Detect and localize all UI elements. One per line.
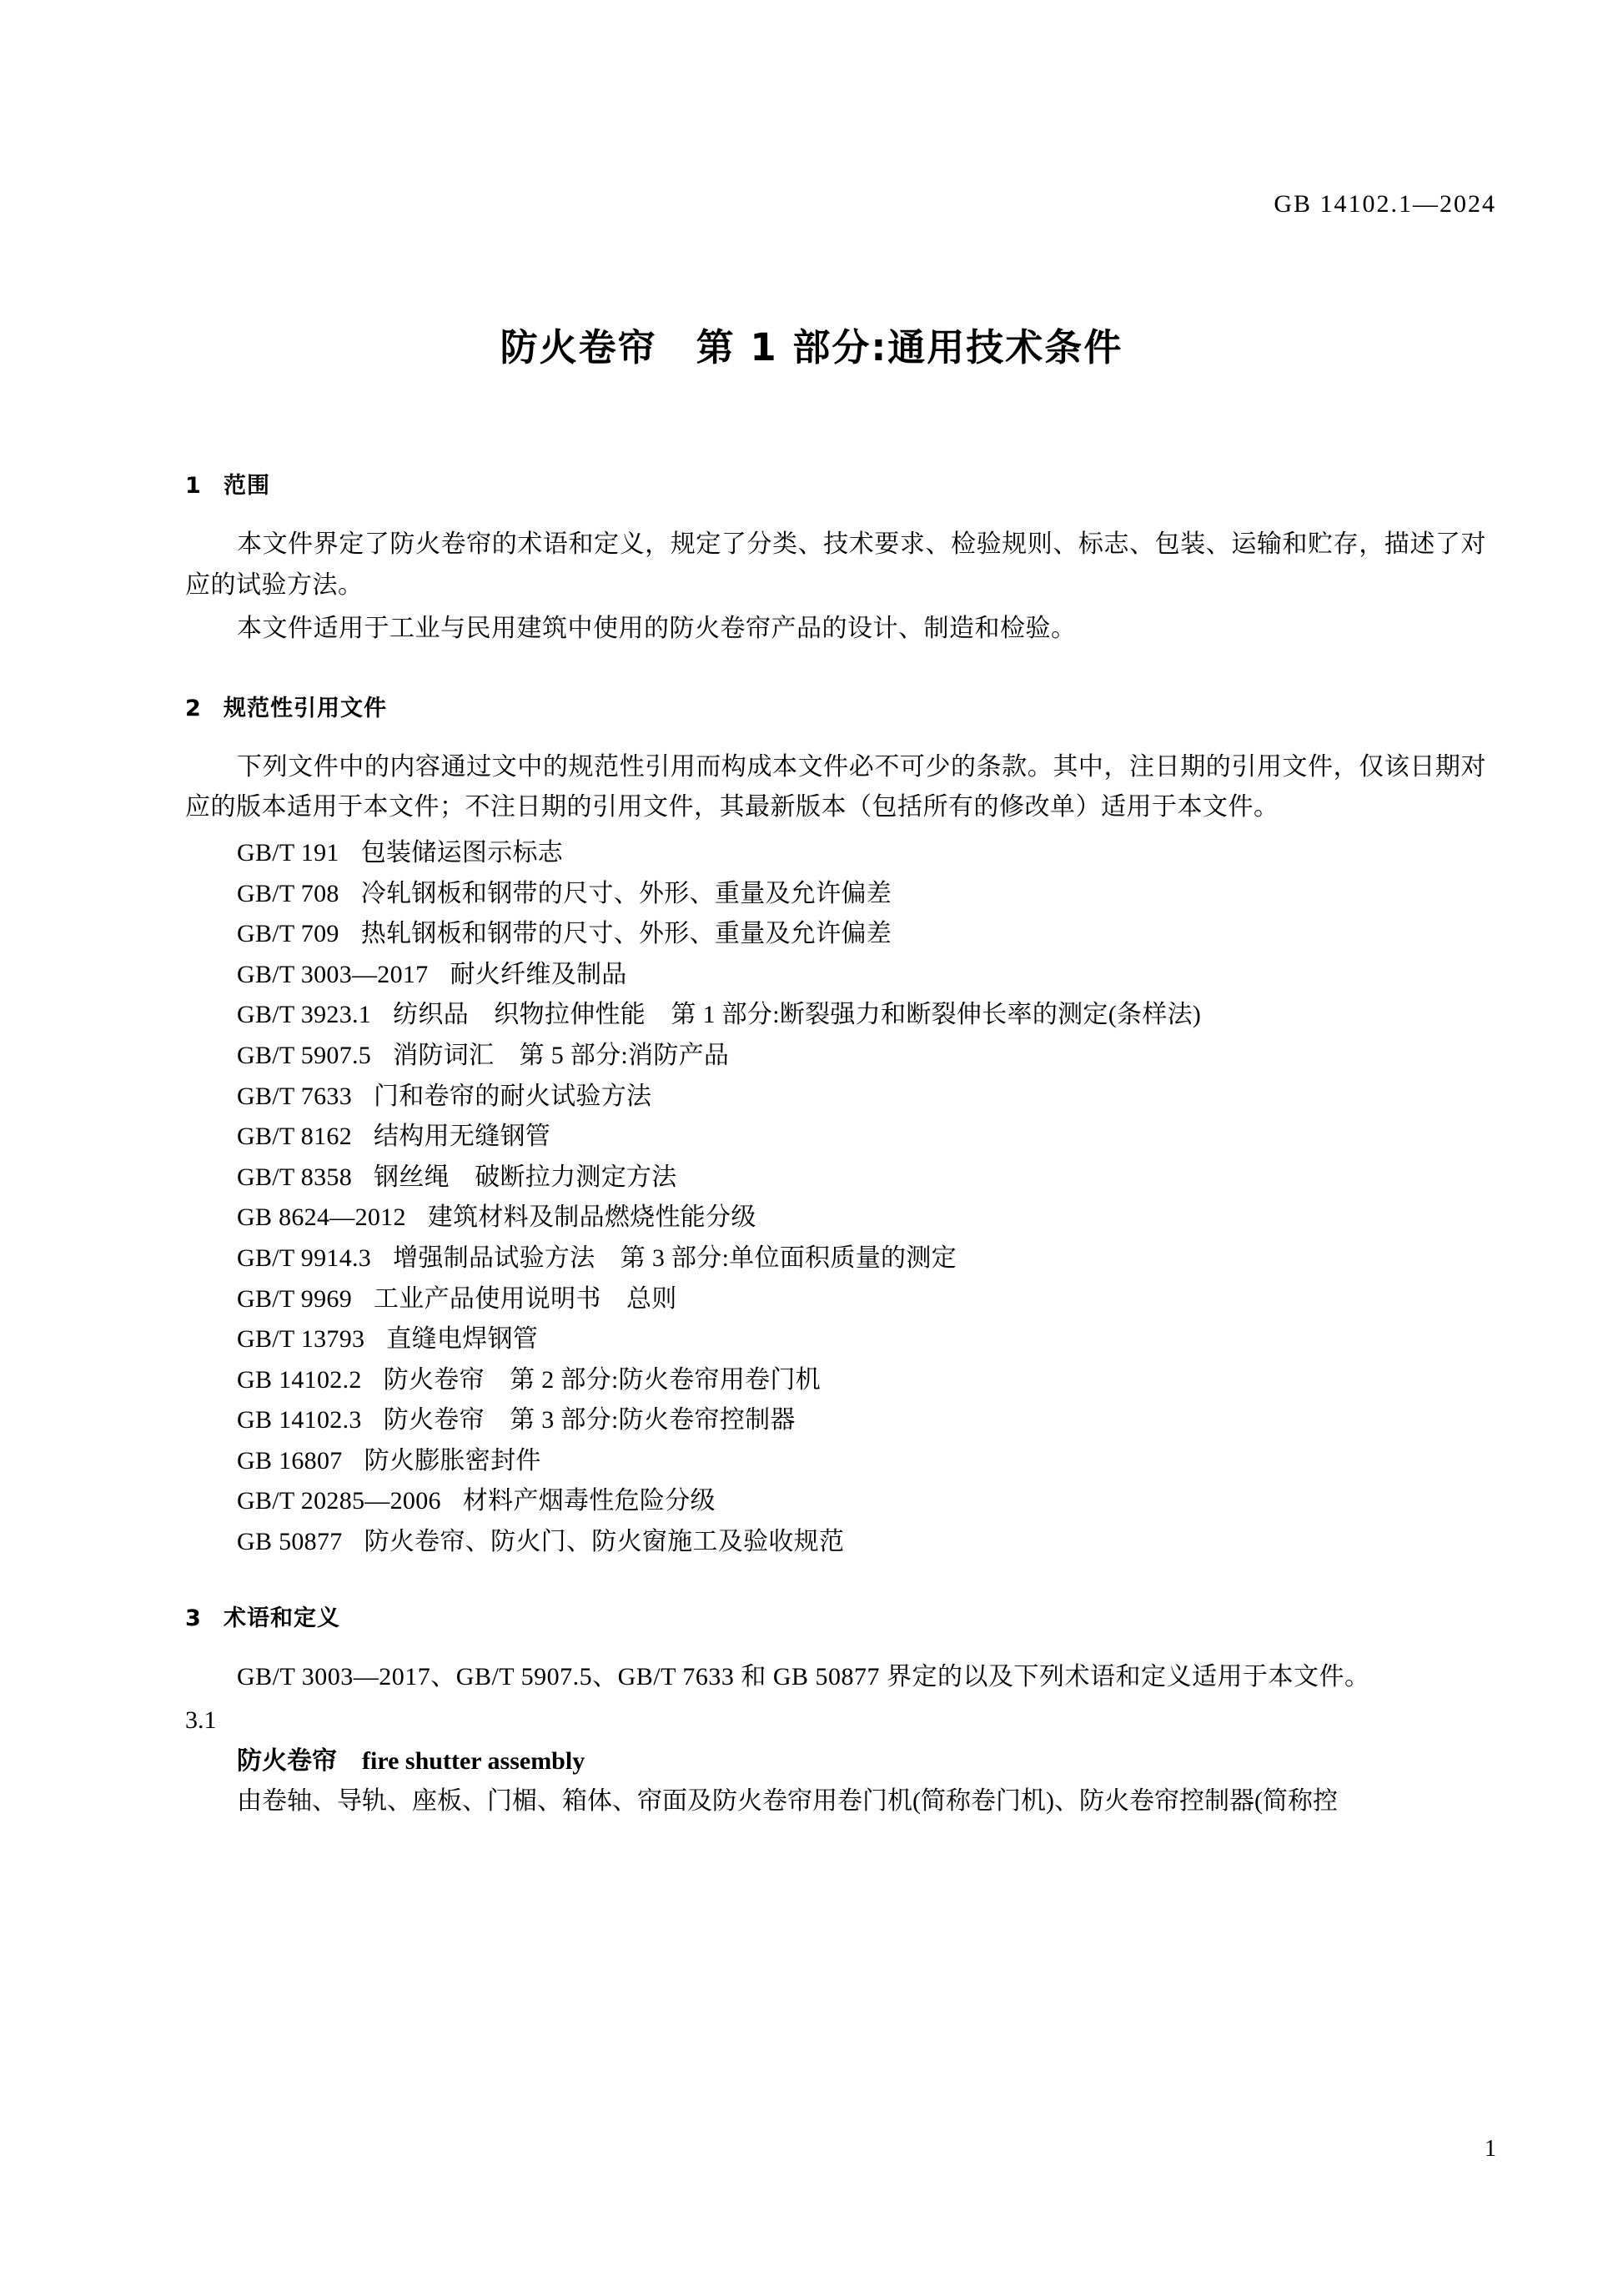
reference-code: GB/T 191 [237,838,339,867]
clause-heading-1 [185,467,1486,500]
reference-code: GB 8624—2012 [237,1203,406,1232]
clause-title-1: 范围 [224,473,270,499]
reference-title: 防火卷帘、防火门、防火窗施工及验收规范 [364,1528,845,1556]
list-item [185,995,1486,1036]
reference-title: 纺织品 织物拉伸性能 第 1 部分:断裂强力和断裂伸长率的测定(条样法) [393,1001,1202,1029]
list-item [185,1279,1486,1320]
reference-title: 消防词汇 第 5 部分:消防产品 [393,1041,730,1069]
reference-title: 耐火纤维及制品 [450,960,627,988]
reference-code: GB/T 8162 [237,1123,352,1151]
page-number: 1 [1485,2136,1496,2162]
clause-number-2: 2 [185,695,202,721]
list-item [185,874,1486,915]
reference-title: 防火卷帘 第 2 部分:防火卷帘用卷门机 [383,1365,822,1394]
reference-title: 钢丝绳 破断拉力测定方法 [374,1163,677,1191]
reference-code: GB/T 5907.5 [237,1041,372,1069]
reference-code: GB/T 3003—2017 [237,960,429,988]
clause-1-paragraph-1: 本文件界定了防火卷帘的术语和定义，规定了分类、技术要求、检验规则、标志、包装、运输和贮存，描述了对应的试验方法。 [185,530,1486,599]
reference-code: GB 50877 [237,1528,343,1556]
term-number: 3.1 [185,1706,217,1735]
reference-code: GB/T 708 [237,879,339,907]
clause-heading-2 [185,690,1486,722]
reference-title: 防火卷帘 第 3 部分:防火卷帘控制器 [383,1406,796,1434]
reference-code: GB/T 20285—2006 [237,1487,441,1515]
reference-code: GB/T 9969 [237,1284,352,1313]
reference-title: 冷轧钢板和钢带的尺寸、外形、重量及允许偏差 [360,879,892,907]
reference-title: 工业产品使用说明书 总则 [374,1284,677,1313]
term-definition: 由卷轴、导轨、座板、门楣、箱体、帘面及防火卷帘用卷门机(简称卷门机)、防火卷帘控制器(简称控 [237,1787,1338,1816]
clause-title-2: 规范性引用文件 [224,695,387,721]
list-item [185,1441,1486,1482]
reference-code: GB 16807 [237,1446,343,1475]
term-name [185,1741,1486,1782]
clause-title-3: 术语和定义 [224,1605,340,1631]
section-spacer [185,1563,1486,1600]
page-title: 防火卷帘 第 1 部分:通用技术条件 [500,325,1123,369]
reference-code: GB/T 709 [237,920,339,948]
clause-number-1: 1 [185,473,202,499]
list-item [185,1238,1486,1279]
reference-title: 增强制品试验方法 第 3 部分:单位面积质量的测定 [393,1243,957,1272]
document-body [185,467,1486,1822]
clause-1-paragraph-2: 本文件适用于工业与民用建筑中使用的防火卷帘产品的设计、制造和检验。 [237,615,1077,643]
list-item [185,955,1486,996]
list-item [185,1360,1486,1401]
reference-title: 热轧钢板和钢带的尺寸、外形、重量及允许偏差 [360,920,892,948]
reference-code: GB/T 13793 [237,1325,365,1354]
reference-title: 包装储运图示标志 [360,838,564,867]
reference-code: GB 14102.3 [237,1406,362,1434]
reference-code: GB/T 7633 [237,1082,352,1110]
reference-title: 材料产烟毒性危险分级 [462,1487,716,1515]
term-name-cn: 防火卷帘 [237,1746,337,1776]
reference-code: GB/T 9914.3 [237,1243,372,1272]
list-item [185,833,1486,874]
list-item [185,1319,1486,1360]
list-item [185,1481,1486,1522]
clause-3-paragraph-1: GB/T 3003—2017、GB/T 5907.5、GB/T 7633 和 GB 50877 界定的以及下列术语和定义适用于本文件。 [237,1662,1370,1691]
normative-references-list [185,833,1486,1563]
list-item [185,1400,1486,1441]
reference-code: GB 14102.2 [237,1365,362,1394]
list-item [185,1522,1486,1563]
page-header-standard-code: GB 14102.1—2024 [1274,190,1496,218]
reference-title: 建筑材料及制品燃烧性能分级 [427,1203,756,1232]
reference-code: GB/T 8358 [237,1163,352,1191]
reference-title: 防火膨胀密封件 [364,1446,541,1475]
list-item [185,1077,1486,1118]
clause-number-3: 3 [185,1605,202,1631]
reference-title: 门和卷帘的耐火试验方法 [374,1082,652,1110]
list-item [185,1117,1486,1158]
list-item [185,1036,1486,1077]
list-item [185,914,1486,955]
reference-title: 直缝电焊钢管 [386,1325,539,1354]
list-item [185,1158,1486,1198]
term-name-en: fire shutter assembly [362,1746,585,1775]
list-item [185,1198,1486,1238]
clause-2-paragraph-1: 下列文件中的内容通过文中的规范性引用而构成本文件必不可少的条款。其中，注日期的引用文件，仅该日期对应的版本适用于本文件；不注日期的引用文件，其最新版本（包括所有的修改单）适用于本文件。 [185,752,1486,821]
reference-code: GB/T 3923.1 [237,1001,372,1029]
reference-title: 结构用无缝钢管 [374,1123,551,1151]
clause-heading-3 [185,1600,1486,1632]
section-spacer [185,653,1486,690]
